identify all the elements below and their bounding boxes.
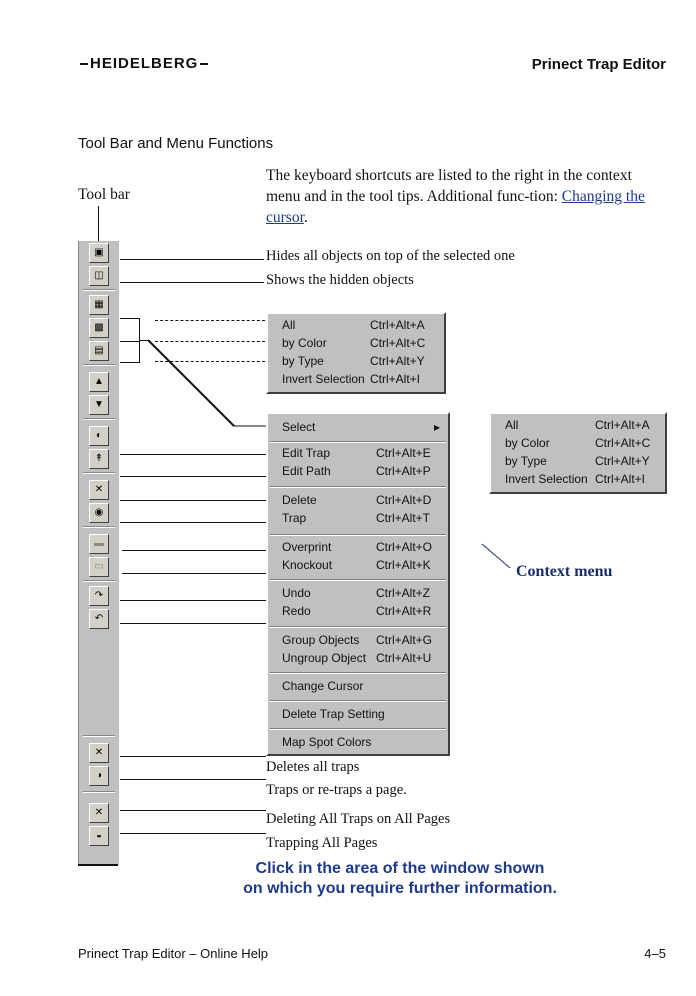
menu-item-invert[interactable]: Invert Selection Ctrl+Alt+I xyxy=(282,372,421,386)
menu-item-edit-trap[interactable]: Edit Trap Ctrl+Alt+E xyxy=(282,446,431,460)
delete-all-pages-icon[interactable]: ✕ xyxy=(89,803,109,823)
menu-item-group[interactable]: Group Objects Ctrl+Alt+G xyxy=(282,633,433,647)
menu-item-by-type[interactable]: by Type Ctrl+Alt+Y xyxy=(282,354,425,368)
menu-item-trap[interactable]: Trap Ctrl+Alt+T xyxy=(282,511,431,525)
context-pointer xyxy=(480,542,514,572)
trap-page-icon[interactable]: ◑ xyxy=(89,766,109,786)
heidelberg-logo: HEIDELBERG xyxy=(78,55,210,72)
select-all-icon[interactable]: ▦ xyxy=(89,295,109,315)
menu-item-ungroup[interactable]: Ungroup Object Ctrl+Alt+U xyxy=(282,651,432,665)
desc-show-hidden: Shows the hidden objects xyxy=(266,272,414,288)
desc-trap-all-pages: Trapping All Pages xyxy=(266,835,378,851)
toolbar-label: Tool bar xyxy=(78,186,130,203)
toolbar-pointer-line xyxy=(98,206,99,242)
menu-item-select[interactable]: Select ▸ xyxy=(282,420,440,434)
toolbar-bottom-rule xyxy=(78,864,118,866)
footer-left: Prinect Trap Editor – Online Help xyxy=(78,946,269,961)
desc-trap-page: Traps or re-traps a page. xyxy=(266,782,407,798)
context-menu xyxy=(266,412,450,756)
select-color-icon[interactable]: ▩ xyxy=(89,318,109,338)
desc-delete-traps: Deletes all traps xyxy=(266,759,360,775)
select-type-icon[interactable]: ▤ xyxy=(89,341,109,361)
trap-all-pages-icon[interactable]: ◒ xyxy=(89,826,109,846)
menu-item-change-cursor[interactable]: Change Cursor xyxy=(282,679,364,693)
section-title: Tool Bar and Menu Functions xyxy=(78,135,274,152)
trap-icon[interactable]: ◉ xyxy=(89,503,109,523)
arrow-down-icon[interactable]: ▼ xyxy=(89,395,109,415)
intro-text: The keyboard shortcuts are listed to the right in the context menu and in the tool tips. Additional func-tion: Changing the cursor. xyxy=(266,167,645,226)
doc-title: Prinect Trap Editor xyxy=(531,56,666,73)
menu-item-undo[interactable]: Undo Ctrl+Alt+Z xyxy=(282,586,431,600)
menu-item-map-spot-colors[interactable]: Map Spot Colors xyxy=(282,735,372,749)
desc-hide-above: Hides all objects on top of the selected one xyxy=(266,248,515,264)
arrow-up-icon[interactable]: ▲ xyxy=(89,372,109,392)
redo-icon[interactable]: ↶ xyxy=(89,609,109,629)
knockout-icon[interactable]: ▭ xyxy=(89,557,109,577)
page-number: 4–5 xyxy=(644,946,666,961)
edit-path-icon[interactable]: ↟ xyxy=(89,449,109,469)
hide-objects-icon[interactable]: ▣ xyxy=(89,243,109,263)
menu-item-all[interactable]: All Ctrl+Alt+A xyxy=(505,418,650,432)
menu-item-by-type[interactable]: by Type Ctrl+Alt+Y xyxy=(505,454,650,468)
delete-traps-icon[interactable]: ✕ xyxy=(89,743,109,763)
overprint-icon[interactable]: ▬ xyxy=(89,534,109,554)
desc-delete-all-pages: Deleting All Traps on All Pages xyxy=(266,811,451,827)
undo-icon[interactable]: ↷ xyxy=(89,586,109,606)
select-submenu-right xyxy=(489,412,667,494)
menu-item-invert[interactable]: Invert Selection Ctrl+Alt+I xyxy=(505,472,646,486)
menu-item-delete[interactable]: Delete Ctrl+Alt+D xyxy=(282,493,432,507)
edit-trap-icon[interactable]: ◐ xyxy=(89,426,109,446)
toolbar xyxy=(78,241,119,865)
menu-item-edit-path[interactable]: Edit Path Ctrl+Alt+P xyxy=(282,464,431,478)
menu-item-by-color[interactable]: by Color Ctrl+Alt+C xyxy=(282,336,426,350)
show-hidden-icon[interactable]: ◫ xyxy=(89,266,109,286)
select-connector xyxy=(140,338,270,430)
menu-item-by-color[interactable]: by Color Ctrl+Alt+C xyxy=(505,436,651,450)
menu-item-redo[interactable]: Redo Ctrl+Alt+R xyxy=(282,604,432,618)
select-submenu xyxy=(266,312,446,394)
changing-cursor-link[interactable]: Changing the cursor xyxy=(266,188,645,226)
context-menu-label: Context menu xyxy=(516,563,613,580)
delete-icon[interactable]: ✕ xyxy=(89,480,109,500)
menu-item-overprint[interactable]: Overprint Ctrl+Alt+O xyxy=(282,540,433,554)
menu-item-knockout[interactable]: Knockout Ctrl+Alt+K xyxy=(282,558,431,572)
menu-item-delete-trap-setting[interactable]: Delete Trap Setting xyxy=(282,707,385,721)
click-instruction: Click in the area of the window shown on which you require further information. xyxy=(243,860,557,897)
menu-item-all[interactable]: All Ctrl+Alt+A xyxy=(282,318,425,332)
